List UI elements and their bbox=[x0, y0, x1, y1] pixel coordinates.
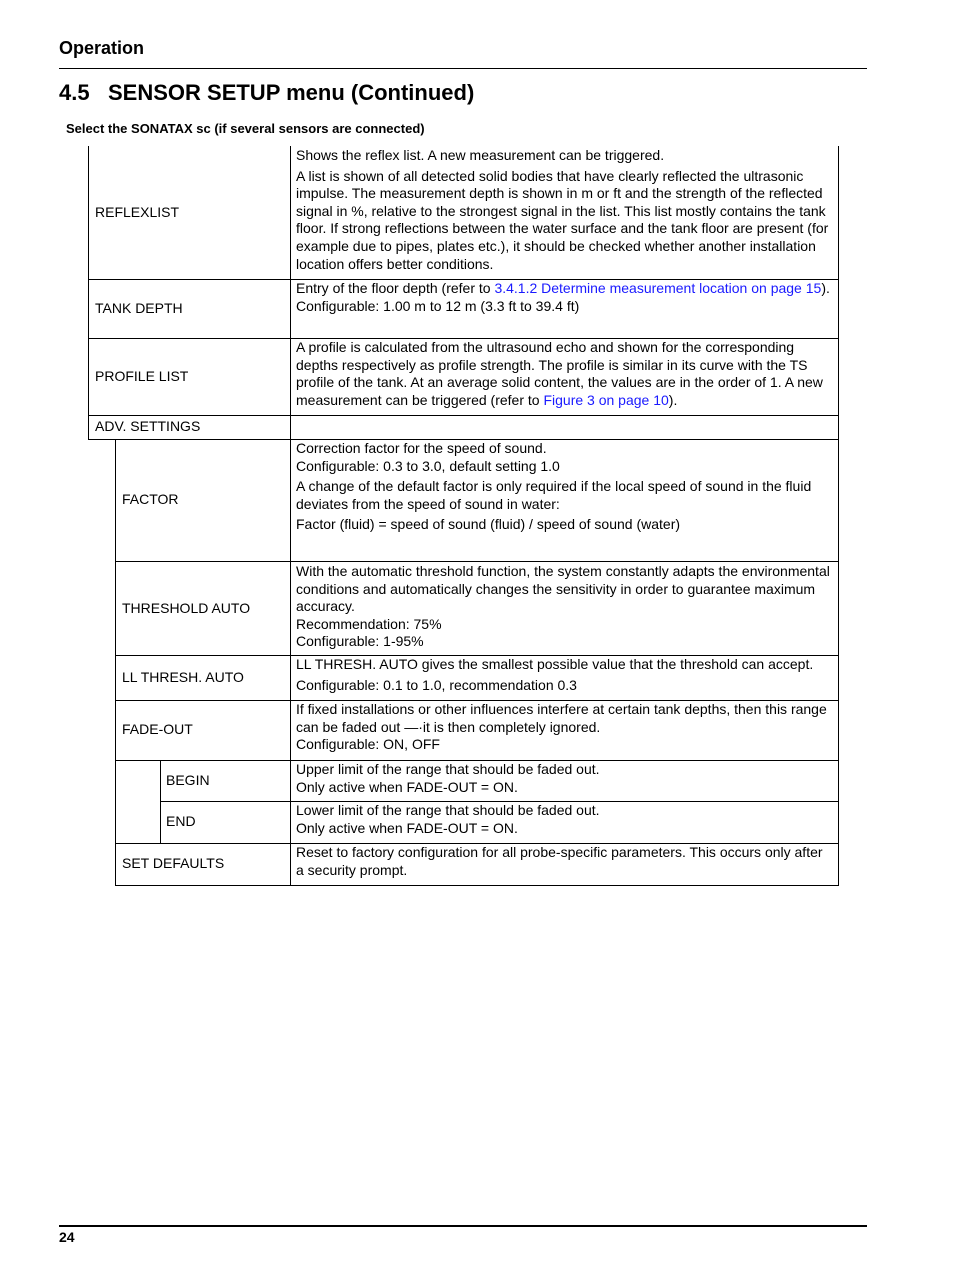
desc-reflexlist-p2: A list is shown of all detected solid bodies that have clearly reflected the ultrasonic impulse. The measurement depth is shown in m or ft and the strength of the reflected signal in %, relative to the strongest signal in the list. This list mostly contains the tank floor. If strong reflections between the water surface and the tank floor are present (for example due to pipes, plates etc.), it should be checked whether another installation location offers better conditions. bbox=[296, 167, 829, 272]
grid-line bbox=[290, 146, 291, 886]
label-threshold-auto: THRESHOLD AUTO bbox=[122, 599, 251, 616]
label-adv-settings: ADV. SETTINGS bbox=[95, 418, 201, 435]
desc-tank-depth-post: ). bbox=[821, 280, 830, 296]
desc-end-l2: Only active when FADE-OUT = ON. bbox=[296, 819, 518, 836]
running-header: Operation bbox=[59, 38, 145, 58]
desc-threshold-l1: With the automatic threshold function, the system constantly adapts the environmental conditions and automatically changes the sensitivity in order to guarantee maximum accuracy. bbox=[296, 563, 830, 615]
grid-line bbox=[88, 146, 89, 440]
grid-line bbox=[160, 801, 839, 802]
desc-begin bbox=[290, 760, 838, 801]
grid-line bbox=[115, 843, 839, 844]
desc-end-l1: Lower limit of the range that should be faded out. bbox=[296, 802, 600, 818]
desc-threshold-l3: Configurable: 1-95% bbox=[296, 633, 424, 650]
grid-line bbox=[88, 279, 839, 280]
link-figure-3[interactable]: Figure 3 on page 10 bbox=[543, 391, 669, 408]
desc-ll-thresh-p1: LL THRESH. AUTO gives the smallest possible value that the threshold can accept. bbox=[296, 656, 814, 672]
grid-line bbox=[88, 439, 839, 440]
desc-profile-pre: A profile is calculated from the ultrasound echo and shown for the corresponding depths respectively as profile strength. The profile is similar in its curve with the TS profile of the tank. At an average solid content, the values are in the order of 1. A new measurement can be triggered (refer to bbox=[296, 339, 823, 408]
desc-profile-list-text bbox=[296, 339, 832, 409]
desc-fade-out-l1: If fixed installations or other influences interfere at certain tank depths, then this range can be faded out —·it is then completely ignored. bbox=[296, 701, 827, 735]
desc-set-defaults-l1: Reset to factory configuration for all probe-specific parameters. This occurs only after a security prompt. bbox=[296, 844, 823, 878]
desc-set-defaults bbox=[290, 843, 838, 885]
table-caption: Select the SONATAX sc (if several sensors are connected) bbox=[66, 121, 425, 136]
grid-line bbox=[115, 439, 116, 886]
section-heading: SENSOR SETUP menu (Continued) bbox=[108, 80, 475, 105]
grid-line bbox=[838, 146, 839, 886]
desc-begin-l2: Only active when FADE-OUT = ON. bbox=[296, 778, 518, 795]
desc-fade-out-l2: Configurable: ON, OFF bbox=[296, 736, 440, 753]
desc-profile-list bbox=[290, 338, 838, 415]
grid-line bbox=[115, 885, 839, 886]
label-begin: BEGIN bbox=[166, 771, 210, 788]
desc-factor bbox=[290, 439, 838, 561]
desc-begin-l1: Upper limit of the range that should be faded out. bbox=[296, 761, 600, 777]
grid-line bbox=[88, 415, 839, 416]
desc-tank-depth-line2: Configurable: 1.00 m to 12 m (3.3 ft to 39.4 ft) bbox=[296, 297, 580, 314]
grid-line bbox=[115, 700, 839, 701]
desc-factor-l1: Correction factor for the speed of sound. bbox=[296, 440, 547, 456]
label-ll-thresh-auto: LL THRESH. AUTO bbox=[122, 668, 244, 685]
grid-line bbox=[115, 655, 839, 656]
label-fade-out: FADE-OUT bbox=[122, 721, 193, 738]
footer-rule bbox=[59, 1225, 867, 1227]
label-factor: FACTOR bbox=[122, 491, 179, 508]
desc-tank-depth-pre: Entry of the floor depth (refer to bbox=[296, 280, 495, 296]
grid-line bbox=[115, 760, 839, 761]
link-determine-location[interactable]: 3.4.1.2 Determine measurement location on page 15 bbox=[494, 280, 822, 296]
desc-ll-thresh-p2: Configurable: 0.1 to 1.0, recommendation 0.3 bbox=[296, 676, 577, 693]
desc-factor-p3: Factor (fluid) = speed of sound (fluid) / speed of sound (water) bbox=[296, 516, 681, 533]
desc-profile-post: ). bbox=[668, 391, 678, 408]
desc-tank-depth-line1 bbox=[296, 280, 832, 298]
header-rule bbox=[59, 68, 867, 69]
desc-factor-l2: Configurable: 0.3 to 3.0, default setting 1.0 bbox=[296, 457, 560, 474]
section-number: 4.5 bbox=[59, 80, 90, 105]
label-set-defaults: SET DEFAULTS bbox=[122, 855, 225, 872]
desc-reflexlist bbox=[290, 146, 838, 279]
desc-end bbox=[290, 801, 838, 843]
desc-fade-out bbox=[290, 700, 838, 760]
section-title bbox=[59, 80, 474, 106]
desc-factor-p2: A change of the default factor is only required if the local speed of sound in the fluid deviates from the speed of sound in water: bbox=[296, 478, 812, 512]
desc-threshold-auto bbox=[290, 561, 838, 655]
desc-reflexlist-p1: Shows the reflex list. A new measurement can be triggered. bbox=[296, 147, 665, 163]
desc-threshold-l2: Recommendation: 75% bbox=[296, 615, 442, 632]
label-end: END bbox=[166, 813, 196, 830]
desc-ll-thresh-auto bbox=[290, 655, 838, 700]
grid-line bbox=[88, 338, 839, 339]
page-number: 24 bbox=[59, 1229, 75, 1245]
label-reflexlist: REFLEXLIST bbox=[95, 203, 180, 220]
label-tank-depth: TANK DEPTH bbox=[95, 299, 183, 316]
desc-tank-depth bbox=[290, 279, 838, 338]
label-profile-list: PROFILE LIST bbox=[95, 367, 189, 384]
grid-line bbox=[115, 561, 839, 562]
